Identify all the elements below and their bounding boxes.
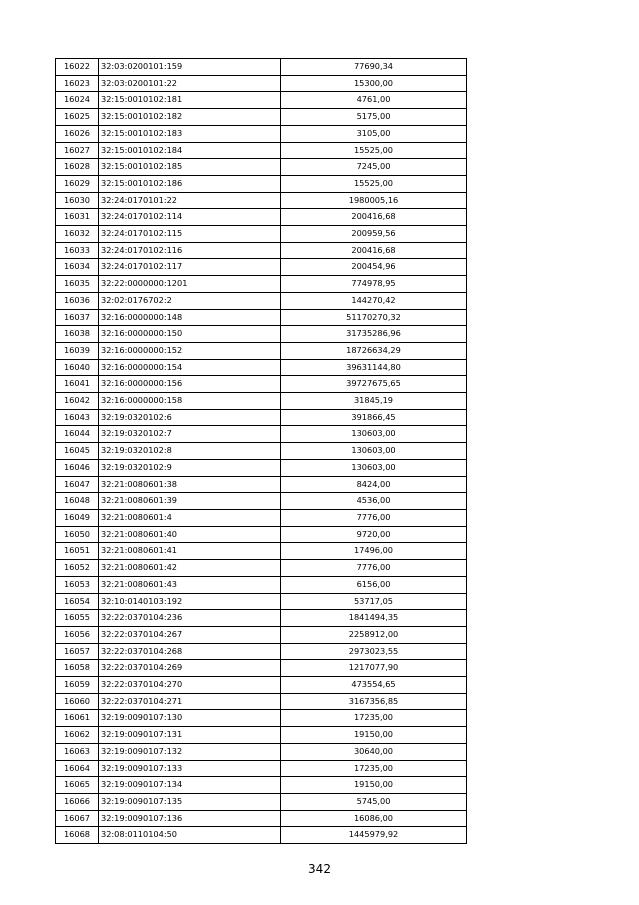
value-cell: 144270,42 [281,292,467,309]
row-number: 16046 [56,459,99,476]
cadastral-number: 32:22:0370104:269 [99,660,281,677]
value-cell: 19150,00 [281,727,467,744]
table-row [56,159,467,176]
table-row [56,576,467,593]
row-number: 16033 [56,242,99,259]
cadastral-number: 32:15:0010102:182 [99,109,281,126]
value-cell: 1445979,92 [281,827,467,844]
row-number: 16023 [56,75,99,92]
cadastral-number: 32:19:0090107:132 [99,743,281,760]
value-cell: 15300,00 [281,75,467,92]
data-table [55,58,467,844]
value-cell: 19150,00 [281,777,467,794]
row-number: 16053 [56,576,99,593]
row-number: 16067 [56,810,99,827]
cadastral-number: 32:15:0010102:184 [99,142,281,159]
row-number: 16029 [56,175,99,192]
table-row [56,827,467,844]
cadastral-number: 32:22:0370104:267 [99,626,281,643]
row-number: 16054 [56,593,99,610]
cadastral-number: 32:22:0370104:268 [99,643,281,660]
row-number: 16064 [56,760,99,777]
row-number: 16057 [56,643,99,660]
value-cell: 3105,00 [281,125,467,142]
cadastral-number: 32:10:0140103:192 [99,593,281,610]
value-cell: 17235,00 [281,710,467,727]
value-cell: 4536,00 [281,493,467,510]
table-row [56,693,467,710]
row-number: 16050 [56,526,99,543]
value-cell: 130603,00 [281,443,467,460]
cadastral-number: 32:15:0010102:183 [99,125,281,142]
value-cell: 8424,00 [281,476,467,493]
table-row [56,242,467,259]
cadastral-number: 32:19:0090107:133 [99,760,281,777]
table-row [56,109,467,126]
table-row [56,309,467,326]
row-number: 16058 [56,660,99,677]
value-cell: 30640,00 [281,743,467,760]
value-cell: 3167356,85 [281,693,467,710]
value-cell: 2258912,00 [281,626,467,643]
row-number: 16042 [56,393,99,410]
value-cell: 473554,65 [281,677,467,694]
value-cell: 15525,00 [281,175,467,192]
value-cell: 774978,95 [281,276,467,293]
row-number: 16026 [56,125,99,142]
table-row [56,393,467,410]
row-number: 16025 [56,109,99,126]
cadastral-number: 32:22:0370104:236 [99,610,281,627]
value-cell: 200416,68 [281,209,467,226]
value-cell: 1217077,90 [281,660,467,677]
row-number: 16047 [56,476,99,493]
table-row [56,660,467,677]
cadastral-number: 32:21:0080601:4 [99,509,281,526]
row-number: 16037 [56,309,99,326]
value-cell: 7776,00 [281,509,467,526]
cadastral-number: 32:02:0176702:2 [99,292,281,309]
row-number: 16039 [56,342,99,359]
value-cell: 5745,00 [281,793,467,810]
table-row [56,710,467,727]
table-row [56,760,467,777]
table-row [56,476,467,493]
row-number: 16022 [56,59,99,76]
value-cell: 51170270,32 [281,309,467,326]
table-row [56,376,467,393]
row-number: 16048 [56,493,99,510]
table-row [56,810,467,827]
cadastral-number: 32:21:0080601:38 [99,476,281,493]
row-number: 16062 [56,727,99,744]
table-row [56,443,467,460]
page-number: 342 [308,862,331,876]
row-number: 16043 [56,409,99,426]
cadastral-number: 32:21:0080601:39 [99,493,281,510]
row-number: 16027 [56,142,99,159]
cadastral-number: 32:19:0320102:7 [99,426,281,443]
value-cell: 391866,45 [281,409,467,426]
row-number: 16044 [56,426,99,443]
value-cell: 7776,00 [281,560,467,577]
value-cell: 4761,00 [281,92,467,109]
cadastral-number: 32:16:0000000:148 [99,309,281,326]
table-row [56,75,467,92]
cadastral-number: 32:19:0090107:130 [99,710,281,727]
value-cell: 15525,00 [281,142,467,159]
table-row [56,793,467,810]
table-row [56,92,467,109]
cadastral-number: 32:15:0010102:185 [99,159,281,176]
table-row [56,626,467,643]
row-number: 16040 [56,359,99,376]
value-cell: 31845,19 [281,393,467,410]
table-row [56,59,467,76]
cadastral-number: 32:16:0000000:154 [99,359,281,376]
cadastral-number: 32:21:0080601:40 [99,526,281,543]
table-row [56,209,467,226]
row-number: 16051 [56,543,99,560]
cadastral-number: 32:19:0090107:134 [99,777,281,794]
cadastral-number: 32:19:0090107:136 [99,810,281,827]
row-number: 16060 [56,693,99,710]
table-row [56,560,467,577]
row-number: 16041 [56,376,99,393]
cadastral-number: 32:16:0000000:156 [99,376,281,393]
cadastral-number: 32:19:0090107:135 [99,793,281,810]
table-row [56,175,467,192]
table-row [56,426,467,443]
table-row [56,142,467,159]
table-row [56,459,467,476]
table-body [56,59,467,844]
row-number: 16035 [56,276,99,293]
cadastral-number: 32:08:0110104:50 [99,827,281,844]
cadastral-number: 32:19:0090107:131 [99,727,281,744]
row-number: 16034 [56,259,99,276]
table-row [56,593,467,610]
table-row [56,192,467,209]
row-number: 16061 [56,710,99,727]
table-row [56,359,467,376]
row-number: 16056 [56,626,99,643]
cadastral-number: 32:22:0370104:271 [99,693,281,710]
cadastral-number: 32:21:0080601:41 [99,543,281,560]
table-row [56,493,467,510]
table-row [56,643,467,660]
value-cell: 39631144,80 [281,359,467,376]
cadastral-number: 32:03:0200101:22 [99,75,281,92]
value-cell: 53717,05 [281,593,467,610]
value-cell: 1980005,16 [281,192,467,209]
value-cell: 130603,00 [281,426,467,443]
row-number: 16032 [56,226,99,243]
cadastral-number: 32:19:0320102:8 [99,443,281,460]
row-number: 16028 [56,159,99,176]
table-row [56,276,467,293]
table-row [56,292,467,309]
row-number: 16063 [56,743,99,760]
row-number: 16049 [56,509,99,526]
row-number: 16030 [56,192,99,209]
table-row [56,677,467,694]
table-row [56,259,467,276]
value-cell: 2973023,55 [281,643,467,660]
cadastral-number: 32:19:0320102:9 [99,459,281,476]
value-cell: 200454,96 [281,259,467,276]
cadastral-number: 32:24:0170102:117 [99,259,281,276]
value-cell: 5175,00 [281,109,467,126]
table-row [56,743,467,760]
value-cell: 16086,00 [281,810,467,827]
row-number: 16036 [56,292,99,309]
cadastral-number: 32:21:0080601:42 [99,560,281,577]
table-row [56,226,467,243]
table-row [56,777,467,794]
cadastral-number: 32:24:0170102:116 [99,242,281,259]
value-cell: 31735286,96 [281,326,467,343]
table-row [56,610,467,627]
cadastral-number: 32:22:0000000:1201 [99,276,281,293]
table-row [56,326,467,343]
cadastral-number: 32:15:0010102:186 [99,175,281,192]
row-number: 16055 [56,610,99,627]
row-number: 16059 [56,677,99,694]
cadastral-number: 32:24:0170102:114 [99,209,281,226]
value-cell: 17235,00 [281,760,467,777]
row-number: 16038 [56,326,99,343]
value-cell: 77690,34 [281,59,467,76]
value-cell: 200959,56 [281,226,467,243]
table-row [56,727,467,744]
value-cell: 7245,00 [281,159,467,176]
value-cell: 6156,00 [281,576,467,593]
row-number: 16024 [56,92,99,109]
row-number: 16045 [56,443,99,460]
table-row [56,509,467,526]
cadastral-number: 32:19:0320102:6 [99,409,281,426]
row-number: 16065 [56,777,99,794]
table-row [56,409,467,426]
cadastral-number: 32:16:0000000:158 [99,393,281,410]
cadastral-number: 32:16:0000000:152 [99,342,281,359]
cadastral-number: 32:03:0200101:159 [99,59,281,76]
cadastral-number: 32:16:0000000:150 [99,326,281,343]
value-cell: 200416,68 [281,242,467,259]
value-cell: 130603,00 [281,459,467,476]
cadastral-number: 32:22:0370104:270 [99,677,281,694]
cadastral-number: 32:15:0010102:181 [99,92,281,109]
value-cell: 9720,00 [281,526,467,543]
cadastral-number: 32:21:0080601:43 [99,576,281,593]
table-row [56,342,467,359]
value-cell: 18726634,29 [281,342,467,359]
table-row [56,526,467,543]
row-number: 16052 [56,560,99,577]
row-number: 16068 [56,827,99,844]
table-row [56,543,467,560]
table-row [56,125,467,142]
cadastral-number: 32:24:0170102:115 [99,226,281,243]
cadastral-number: 32:24:0170101:22 [99,192,281,209]
row-number: 16031 [56,209,99,226]
value-cell: 1841494,35 [281,610,467,627]
row-number: 16066 [56,793,99,810]
value-cell: 17496,00 [281,543,467,560]
value-cell: 39727675,65 [281,376,467,393]
